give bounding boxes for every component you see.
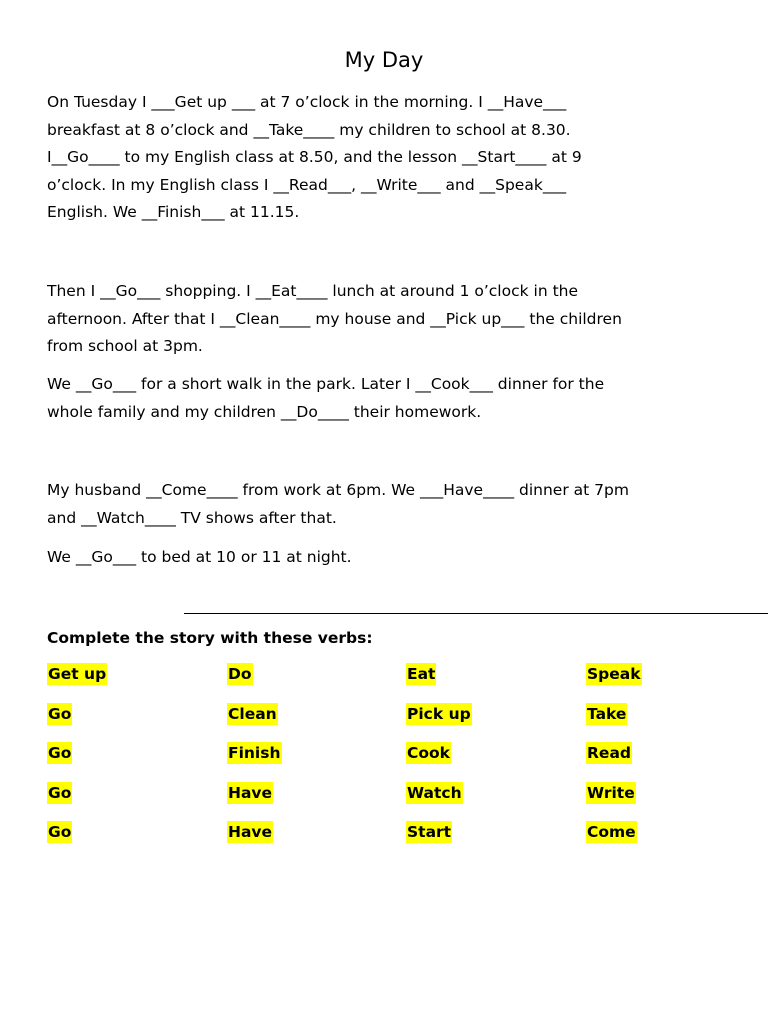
verb-chip: Go	[48, 784, 72, 802]
story-paragraph-night	[47, 544, 737, 572]
story-line: I__Go____ to my English class at 8.50, and the lesson __Start____ at 9	[47, 148, 582, 166]
story-line: afternoon. After that I __Clean____ my house and __Pick up___ the children	[47, 309, 622, 328]
story-line: On Tuesday I ___Get up ___ at 7 o’clock in the morning. I __Have___	[47, 93, 567, 111]
verb-chip: Read	[587, 744, 632, 762]
story-paragraph-walk	[47, 371, 737, 426]
verb-chip: Go	[48, 823, 72, 841]
story-paragraph-evening	[47, 477, 737, 532]
verb-chip: Go	[48, 705, 72, 723]
verb-chip: Get up	[48, 665, 107, 683]
verb-chip: Have	[228, 784, 273, 802]
verb-chip: Eat	[407, 665, 436, 683]
story-line: whole family and my children __Do____ their homework.	[47, 402, 482, 421]
verb-chip: Have	[228, 823, 273, 841]
story-line: My husband __Come____ from work at 6pm. We ___Have____ dinner at 7pm	[47, 481, 629, 499]
verb-chip: Take	[587, 705, 627, 723]
verb-chip: Go	[48, 744, 72, 762]
story-paragraph-afternoon	[47, 278, 737, 361]
verb-chip: Clean	[228, 705, 277, 723]
story-line: English. We __Finish___ at 11.15.	[47, 203, 300, 221]
story-line: We __Go___ to bed at 10 or 11 at night.	[47, 548, 352, 566]
verb-chip: Speak	[587, 665, 641, 683]
verb-chip: Do	[228, 665, 252, 683]
verb-chip: Pick up	[407, 705, 471, 723]
verb-chip: Watch	[407, 784, 462, 802]
verb-chip: Cook	[407, 744, 450, 762]
section-divider	[184, 613, 768, 614]
verb-chip: Start	[407, 823, 452, 841]
story-line: We __Go___ for a short walk in the park. Later I __Cook___ dinner for the	[47, 375, 605, 393]
page-title: My Day	[344, 48, 424, 72]
story-line: Then I __Go___ shopping. I __Eat____ lunch at around 1 o’clock in the	[47, 282, 579, 300]
story-line: o’clock. In my English class I __Read___, __Write___ and __Speak___	[47, 175, 567, 194]
story-line: from school at 3pm.	[47, 337, 203, 355]
story-paragraph-morning	[47, 89, 737, 227]
verb-chip: Write	[587, 784, 635, 802]
story-line: and __Watch____ TV shows after that.	[47, 508, 337, 527]
verb-bank	[47, 663, 767, 863]
verb-chip: Come	[587, 823, 636, 841]
instruction-heading: Complete the story with these verbs:	[47, 629, 373, 647]
story-line: breakfast at 8 o’clock and __Take____ my children to school at 8.30.	[47, 120, 571, 139]
verb-chip: Finish	[228, 744, 281, 762]
